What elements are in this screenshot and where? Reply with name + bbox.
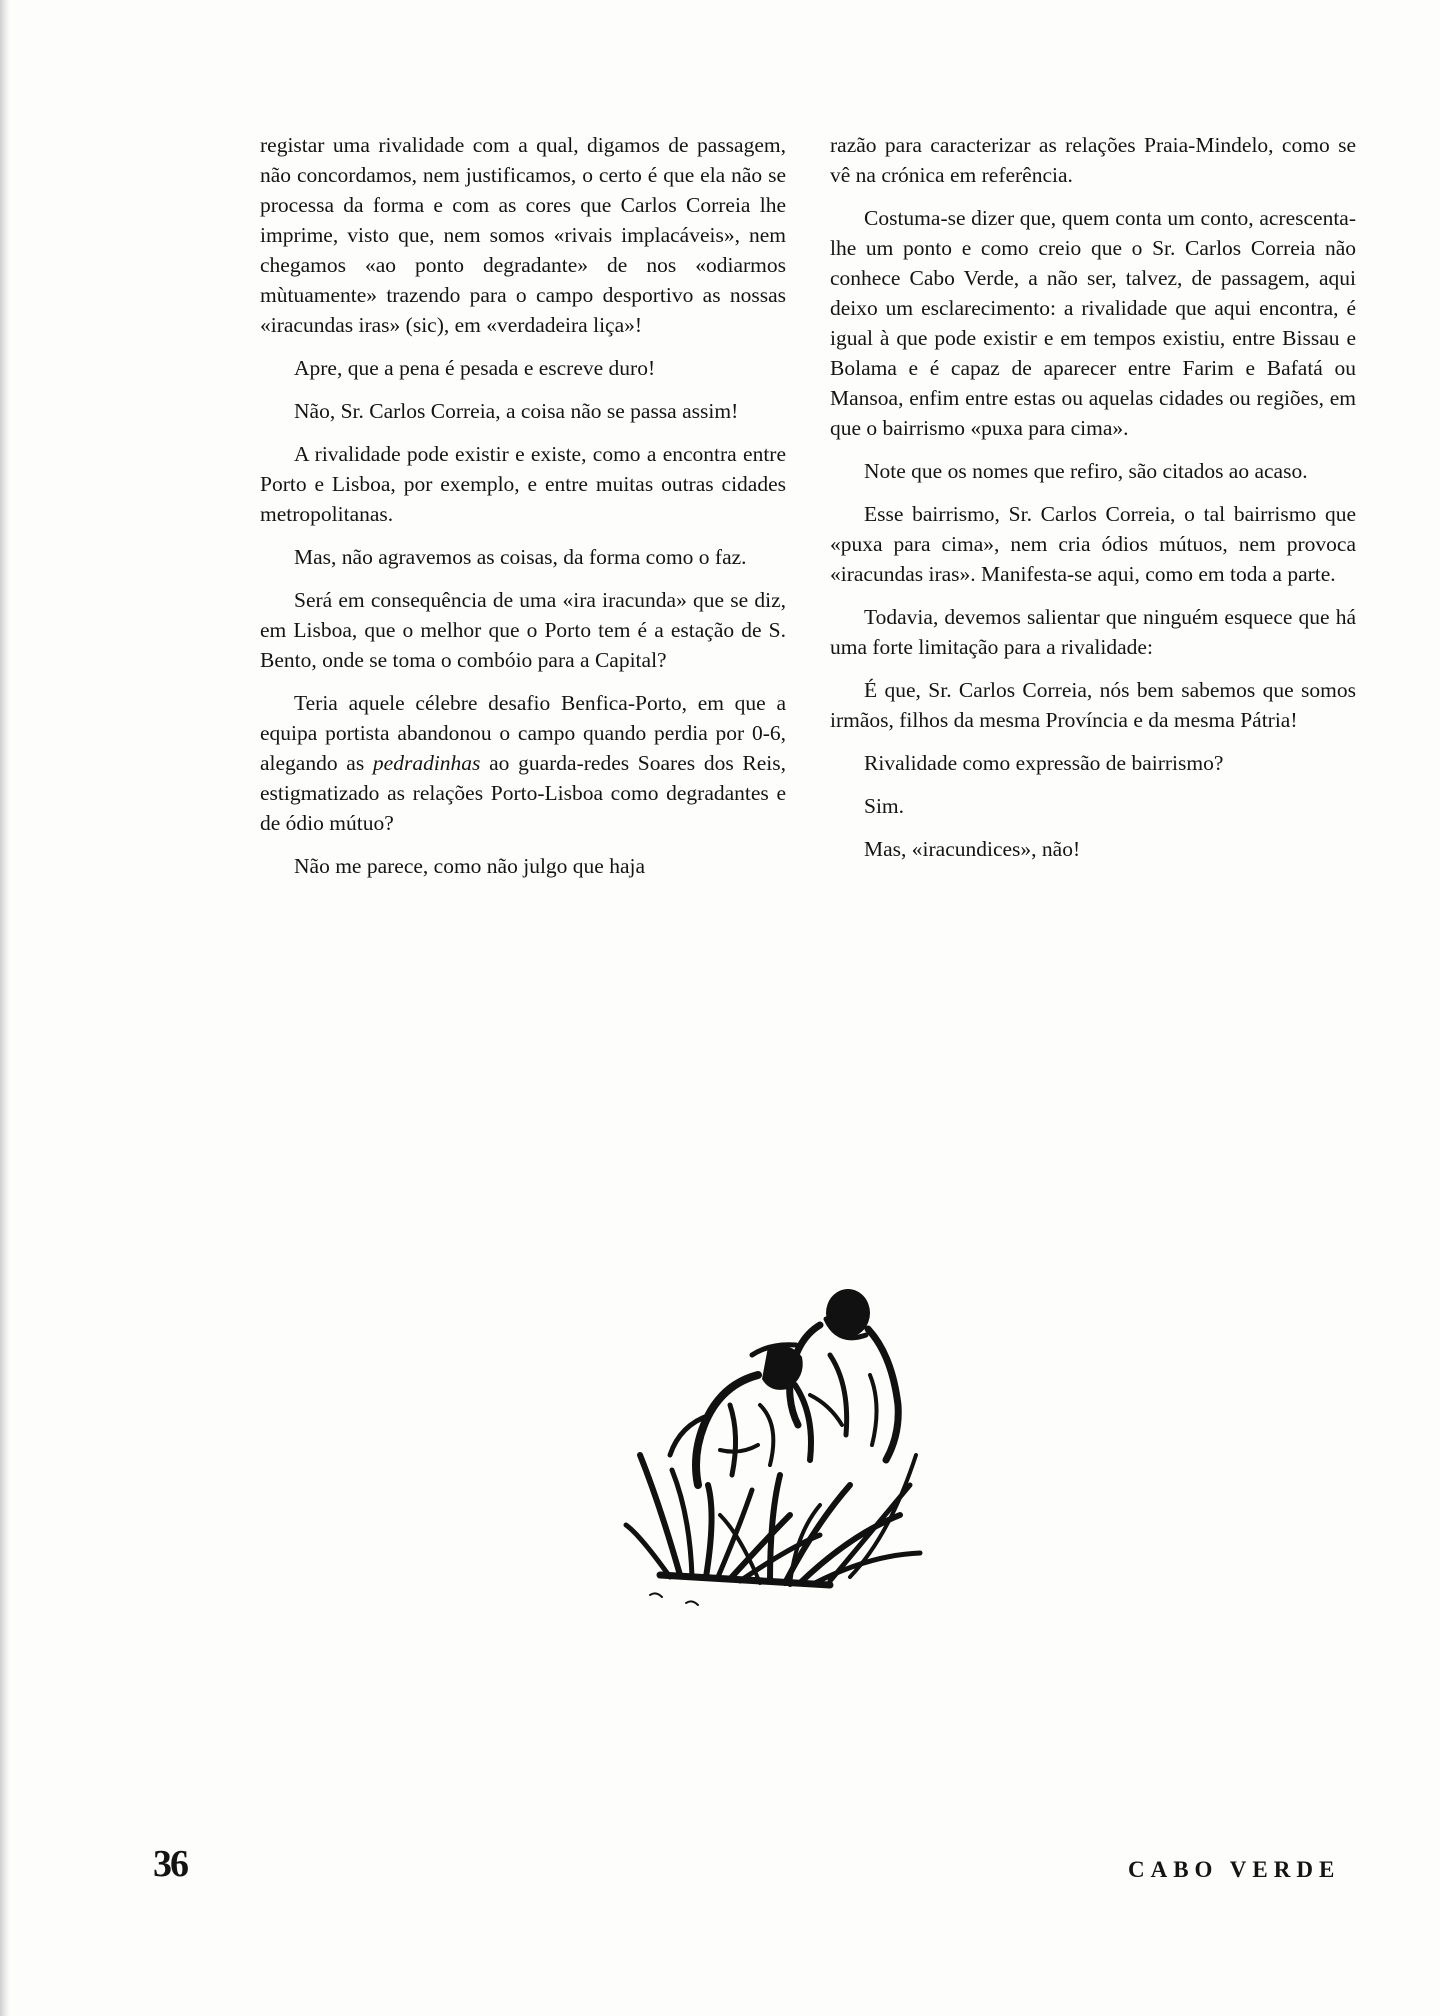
- paragraph: Será em consequência de uma «ira iracunda» que se diz, em Lisboa, que o melhor que o Porto tem é a estação de S. Bento, onde se toma o combóio para a Capital?: [260, 588, 786, 672]
- paragraph: Mas, «iracundices», não!: [864, 837, 1081, 861]
- two-figures-in-grass-woodcut-icon: [620, 1285, 940, 1615]
- paragraph: Todavia, devemos salientar que ninguém esquece que há uma forte limitação para a rivalidade:: [830, 605, 1356, 659]
- paragraph: Rivalidade como expressão de bairrismo?: [864, 751, 1224, 775]
- article-column-left: [260, 130, 786, 894]
- italic-word: pedradinhas: [372, 751, 481, 775]
- paragraph: Note que os nomes que refiro, são citados ao acaso.: [864, 459, 1308, 483]
- paragraph: Não, Sr. Carlos Correia, a coisa não se passa assim!: [294, 399, 739, 423]
- paragraph-text: Teria aquele célebre desafio Benfica-Porto, em que a equipa portista abandonou o campo quando perdia por 0-6, alegando as: [260, 691, 786, 775]
- scanned-page-edge: [0, 0, 10, 2016]
- paragraph: registar uma rivalidade com a qual, digamos de passagem, não concordamos, nem justificamos, o certo é que ela não se processa da forma e com as cores que Carlos Correia lhe imprime, visto que, nem somos «rivais implacáveis», nem chegamos «ao ponto degradante» de nos «odiarmos mùtuamente» trazendo para o campo desportivo as nossas «iracundas iras» (sic), em «verdadeira liça»!: [260, 133, 786, 337]
- paragraph-text: ao guarda-redes Soares dos Reis, estigmatizado as relações Porto-Lisboa como degradantes e de ódio mútuo?: [260, 751, 786, 835]
- paragraph: Mas, não agravemos as coisas, da forma como o faz.: [294, 545, 747, 569]
- paragraph: Apre, que a pena é pesada e escreve duro!: [294, 356, 656, 380]
- paragraph: Costuma-se dizer que, quem conta um conto, acrescenta-lhe um ponto e como creio que o Sr. Carlos Correia não conhece Cabo Verde, a não ser, talvez, de passagem, aqui deixo um esclarecimento: a rivalidade que aqui encontra, é igual à que pode existir e em tempos existiu, entre Bissau e Bolama e é capaz de aparecer entre Farim e Bafatá ou Mansoa, enfim entre estas ou aquelas cidades ou regiões, em que o bairrismo «puxa para cima».: [830, 206, 1356, 440]
- paragraph: Não me parece, como não julgo que haja: [294, 854, 646, 878]
- paragraph: Sim.: [864, 794, 905, 818]
- paragraph: razão para caracterizar as relações Praia-Mindelo, como se vê na crónica em referência.: [830, 133, 1356, 187]
- page-number: 36: [153, 1843, 187, 1885]
- paragraph-with-italic: [260, 688, 786, 838]
- article-column-right: [830, 130, 1356, 877]
- paragraph: É que, Sr. Carlos Correia, nós bem sabemos que somos irmãos, filhos da mesma Província e da mesma Pátria!: [830, 678, 1356, 732]
- publication-title: CABO VERDE: [1128, 1857, 1341, 1882]
- paragraph: Esse bairrismo, Sr. Carlos Correia, o tal bairrismo que «puxa para cima», nem cria ódios mútuos, nem provoca «iracundas iras». Manifesta-se aqui, como em toda a parte.: [830, 502, 1356, 586]
- paragraph: A rivalidade pode existir e existe, como a encontra entre Porto e Lisboa, por exemplo, e entre muitas outras cidades metropolitanas.: [260, 442, 786, 526]
